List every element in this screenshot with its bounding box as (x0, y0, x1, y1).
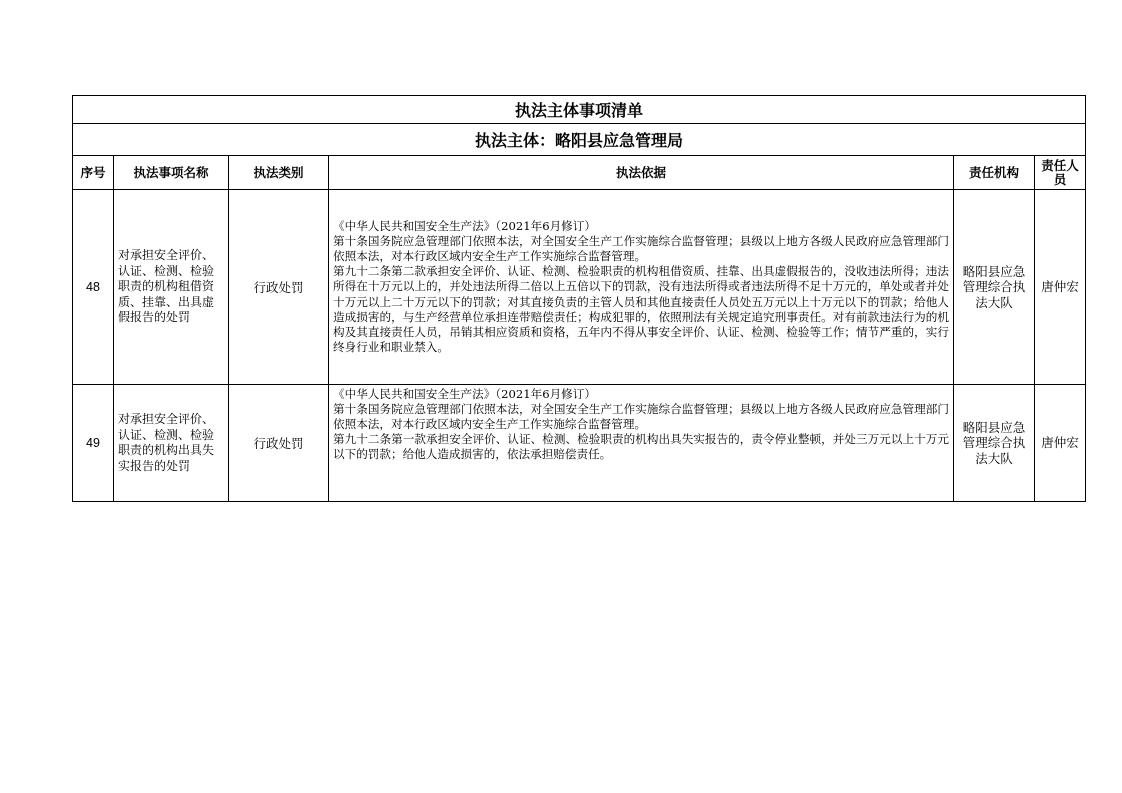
header-person: 责任人员 (1035, 156, 1086, 190)
row-person: 唐仲宏 (1035, 190, 1086, 385)
basis-paragraph: 第十条国务院应急管理部门依照本法，对全国安全生产工作实施综合监督管理；县级以上地方各级人民政府应急管理部门依照本法，对本行政区域内安全生产工作实施综合监督管理。 (333, 402, 949, 432)
table-row (73, 190, 1086, 385)
header-seq: 序号 (73, 156, 114, 190)
row-item-name: 对承担安全评价、认证、检测、检验职责的机构租借资质、挂靠、出具虚假报告的处罚 (114, 190, 229, 385)
basis-paragraph: 第九十二条第二款承担安全评价、认证、检测、检验职责的机构租借资质、挂靠、出具虚假报告的，没收违法所得；违法所得在十万元以上的，并处违法所得二倍以上五倍以下的罚款，没有违法所得或者违法所得不足十万元的，单处或者并处十万元以上二十万元以下的罚款；对其直接负责的主管人员和其他直接责任人员处五万元以上十万元以下的罚款；给他人造成损害的，与生产经营单位承担连带赔偿责任；构成犯罪的，依照刑法有关规定追究刑事责任。对有前款违法行为的机构及其直接责任人员，吊销其相应资质和资格，五年内不得从事安全评价、认证、检测、检验等工作；情节严重的，实行终身行业和职业禁入。 (333, 264, 949, 354)
header-basis: 执法依据 (329, 156, 954, 190)
row-type: 行政处罚 (229, 385, 329, 502)
document-title: 执法主体事项清单 (73, 96, 1086, 124)
basis-paragraph: 《中华人民共和国安全生产法》（2021年6月修订） (333, 219, 596, 234)
subject-row (73, 124, 1086, 156)
basis-paragraph: 《中华人民共和国安全生产法》（2021年6月修订） (333, 387, 596, 401)
row-type: 行政处罚 (229, 190, 329, 385)
enforcement-subject: 执法主体：略阳县应急管理局 (73, 124, 1086, 156)
row-person: 唐仲宏 (1035, 385, 1086, 502)
basis-paragraph: 第十条国务院应急管理部门依照本法，对全国安全生产工作实施综合监督管理；县级以上地方各级人民政府应急管理部门依照本法，对本行政区域内安全生产工作实施综合监督管理。 (333, 234, 949, 264)
header-type: 执法类别 (229, 156, 329, 190)
row-org: 略阳县应急管理综合执法大队 (954, 385, 1035, 502)
table-row (73, 385, 1086, 502)
basis-paragraph: 第九十二条第一款承担安全评价、认证、检测、检验职责的机构出具失实报告的，责令停业整顿，并处三万元以上十万元以下的罚款；给他人造成损害的，依法承担赔偿责任。 (333, 432, 949, 462)
title-row (73, 96, 1086, 124)
row-seq: 48 (73, 190, 114, 385)
header-row (73, 156, 1086, 190)
enforcement-items-table (72, 95, 1086, 502)
row-basis (329, 385, 954, 502)
header-org: 责任机构 (954, 156, 1035, 190)
row-basis (329, 190, 954, 385)
header-name: 执法事项名称 (114, 156, 229, 190)
row-org: 略阳县应急管理综合执法大队 (954, 190, 1035, 385)
row-seq: 49 (73, 385, 114, 502)
row-item-name: 对承担安全评价、认证、检测、检验职责的机构出具失实报告的处罚 (114, 385, 229, 502)
